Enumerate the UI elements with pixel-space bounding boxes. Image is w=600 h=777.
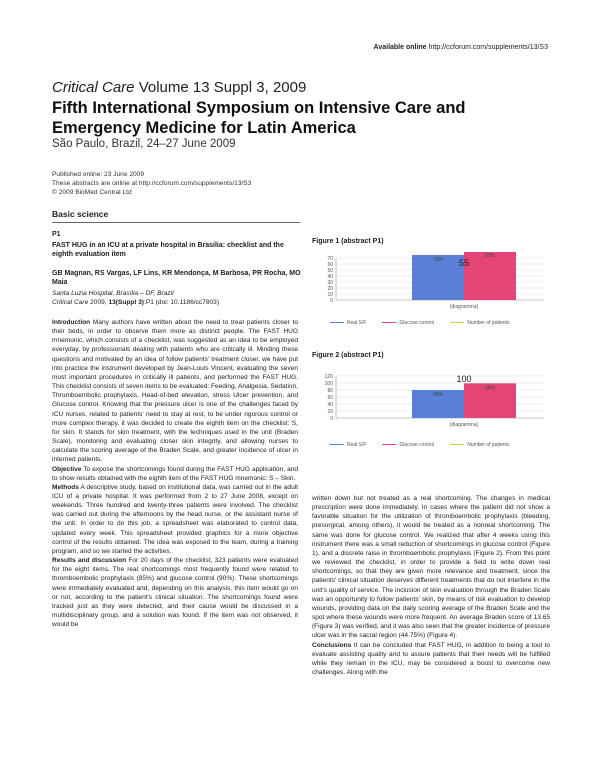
- publication-meta: [52, 170, 251, 197]
- x-category-label: [diagramma]: [450, 422, 478, 428]
- figure-1-caption: Figure 1 (abstract P1): [312, 238, 384, 245]
- legend-label: Real S/F: [347, 442, 367, 448]
- results-text: For 20 days of the checklist, 323 patients were evaluated for the eight items. The real shortcomings most frequently found were related to thromboembolic prophylaxis (85%) and glucose control (90%). These shortcomings were immediately evaluated and, depending on this analysis, this item would go on or not, according to the patient's clinical situation. The shortcomings found were tracked just as they were detected, and their cause would be discussed in a multidisciplinary group, and a solution was found. If the item was not observed, it would be: [52, 557, 298, 629]
- abstract-affiliation: Santa Luzia Hospital, Brasília – DF, Brazil: [52, 290, 174, 297]
- data-label: 82%: [484, 252, 496, 259]
- y-tick-label: 0: [330, 297, 333, 304]
- legend-swatch: [450, 444, 464, 446]
- section-heading: Basic science: [52, 209, 300, 223]
- data-label: 80%: [432, 392, 444, 398]
- y-tick-label: 20: [327, 285, 333, 292]
- methods-paragraph: [52, 483, 298, 556]
- methods-text: A descriptive study, based on institutional data, was carried out in the adult ICU of a private hospital. It was performed from 2 to 27 June 2008, except on weekends. Three hundred and twenty-three patients were involved. The checklist was carried out during the afternoons by the head nurse, or the assistant nurse of the unit. In order to do this job, a spreadsheet was elaborated to control data, updated every week. This spreadsheet provided graphics for a more objective control of the results obtained. The idea was exposed to the team, during a training program, and so we started the activities.: [52, 483, 298, 555]
- available-label: Available online: [373, 44, 427, 51]
- legend-swatch: [382, 444, 396, 446]
- conclusions-text: It can be concluded that FAST HUG, in addition to being a tool to evaluate assisting quality and to assure patients that their needs will be fulfilled while they remain in the ICU, may be considered a boost to overcome new challenges. Along with the: [312, 641, 550, 676]
- objective-paragraph: [52, 465, 298, 483]
- legend-item: [450, 320, 509, 326]
- published-date: Published online: 23 June 2009: [52, 171, 145, 178]
- abstract-citation: [52, 298, 302, 307]
- y-tick-label: 120: [324, 373, 333, 380]
- citation-year: 2009,: [88, 299, 109, 306]
- y-tick-label: 40: [327, 273, 333, 280]
- figure-2-caption: Figure 2 (abstract P1): [312, 352, 384, 359]
- conclusions-label: Conclusions: [312, 641, 352, 649]
- results-label: Results and discussion: [52, 557, 127, 565]
- objective-label: Objective: [52, 465, 82, 473]
- legend-label: Glucose control: [399, 320, 435, 326]
- y-tick-label: 30: [327, 279, 333, 286]
- citation-journal: Critical Care: [52, 299, 89, 306]
- y-tick-label: 50: [327, 267, 333, 274]
- legend-label: Glucose control: [399, 442, 435, 448]
- y-tick-label: 100: [324, 380, 333, 387]
- y-tick-label: 60: [327, 394, 333, 401]
- legend-label: Number of patients: [467, 320, 510, 326]
- conclusions-paragraph: [312, 641, 550, 678]
- journal-name: Critical Care: [52, 79, 135, 96]
- y-tick-label: 10: [327, 291, 333, 298]
- legend-swatch: [330, 444, 344, 446]
- online-note: These abstracts are online at http://ccforum.com/supplements/13/S3: [52, 180, 252, 187]
- intro-label: Introduction: [52, 319, 91, 326]
- legend-swatch: [450, 322, 464, 324]
- y-tick-label: 40: [327, 401, 333, 408]
- abstract-id: P1: [52, 231, 61, 238]
- journal-volume: Volume 13 Suppl 3, 2009: [138, 79, 307, 96]
- abstract-authors: GB Magnan, RS Vargas, LF Lins, KR Mendonça, M Barbosa, PR Rocha, MO Maia: [52, 270, 301, 286]
- y-tick-label: 20: [327, 408, 333, 415]
- y-tick-label: 0: [330, 415, 333, 422]
- page-title: Fifth International Symposium on Intensive Care and Emergency Medicine for Latin America: [52, 99, 466, 137]
- data-label: 75%: [432, 257, 444, 263]
- number-of-patients-label: 55: [458, 258, 470, 268]
- intro-text: Many authors have written about the need to treat patients closer to their beds, in order to observe them more as distinct people. The FAST HUG mnemonic, which consists of a checklist, was suggested as an idea to be employed everyday, by professionals dealing with patients who are critically ill. Minding these questions and motivated by an idea of follow patients' treatment closer, we have put into practice the instrument developed by Jean-Louis Vincent, evaluating the seven most important procedures in critically ill patients, and performed the FAST HUG. This checklist consists of seven items to be evaluated: Feeding, Analgesia, Sedation, Thromboembolic prophylaxis, Head-of-bed elevation, stress Ulcer prevention, and Glucose control. Knowing that the pressure ulcer is one of the challenges faced by ICU nurses, related to patients' need to stay at rest, to be under rigorous control or more complex therapy, it was decided to create the eighth item on the checklist: S, for skin. It stands for skin treatment, with the techniques used in the unit (Braden Scale), monitoring and evaluating closer skin integrity, and allowing nurses to calculate the scoring average of the Braden Scale, and greater incidence of ulcer in interned patients.: [52, 319, 299, 464]
- y-tick-label: 80: [327, 387, 333, 394]
- intro-paragraph: [52, 318, 298, 465]
- available-url[interactable]: http://ccforum.com/supplements/13/S3: [428, 44, 548, 51]
- y-tick-label: 60: [327, 261, 333, 268]
- legend-swatch: [382, 322, 396, 324]
- legend-item: [382, 320, 434, 326]
- legend-item: [450, 442, 509, 448]
- bar-glucose-control: [464, 252, 516, 300]
- right-continuation: written down but not treated as a real shortcoming. The changes in medical prescription were done immediately. In cases where the patient did not show a favorable situation for the utilization of thromboembolic prophylaxis (bleeding, presurgical, among others), it would be treated as a nonreal shortcoming. The same was done for glucose control. We realized that after 4 weeks using this instrument there was a small reduction of shortcomings in glucose control (Figure 1), and a discrete raise in thromboembolic prophylaxis (Figure 2). From this point we reviewed the checklist, in order to provide a field to write down real shortcomings, so that they are given more relevance and treatment, since the patients' clinical situation deserves different treatments that do not interfere in the unit's quality of service. The inclusion of skin evaluation through the Braden Scale was an opportunity to follow patients' skin, by means of risk evaluation to develop wounds, providing data on the daily scoring average of the Braden Scale and the spot where these wounds were more frequent. An average Braden score of 13.65 (Figure 3) was verified, and it was also seen that the greater incidence of pressure ulcer was in the sacral region (44.75%) (Figure 4).: [312, 495, 550, 640]
- availability-line: [374, 44, 548, 51]
- abstract-title: FAST HUG in an ICU at a private hospital in Brasilia: checklist and the eighth evaluation item: [52, 242, 284, 258]
- figure-2-chart: [312, 370, 550, 450]
- figure-2-legend: [330, 442, 509, 448]
- journal-line: [52, 79, 306, 96]
- citation-volume: 13(Suppl 3): [108, 299, 144, 306]
- copyright: © 2009 BioMed Central Ltd: [52, 189, 132, 196]
- number-of-patients-label: 100: [456, 374, 472, 384]
- right-column-text: [312, 494, 550, 677]
- methods-label: Methods: [52, 483, 79, 491]
- legend-item: [330, 320, 366, 326]
- data-label: 99%: [484, 385, 496, 392]
- objective-text: To expose the shortcomings found during the FAST HUG application, and to show results obtained with the eighth item of the FAST HUG mnemonic: S – Skin.: [52, 465, 298, 482]
- citation-rest: :P1 (doi: 10.1186/cc7803): [144, 299, 220, 306]
- legend-item: [330, 442, 366, 448]
- left-column-text: [52, 318, 298, 629]
- meeting-place: São Paulo, Brazil, 24–27 June 2009: [52, 138, 236, 150]
- y-tick-label: 70: [327, 255, 333, 262]
- legend-swatch: [330, 322, 344, 324]
- legend-label: Real S/F: [347, 320, 367, 326]
- figure-1-legend: [330, 320, 509, 326]
- legend-item: [382, 442, 434, 448]
- results-paragraph: [52, 556, 298, 629]
- x-category-label: [diagramma]: [450, 304, 478, 310]
- legend-label: Number of patients: [467, 442, 510, 448]
